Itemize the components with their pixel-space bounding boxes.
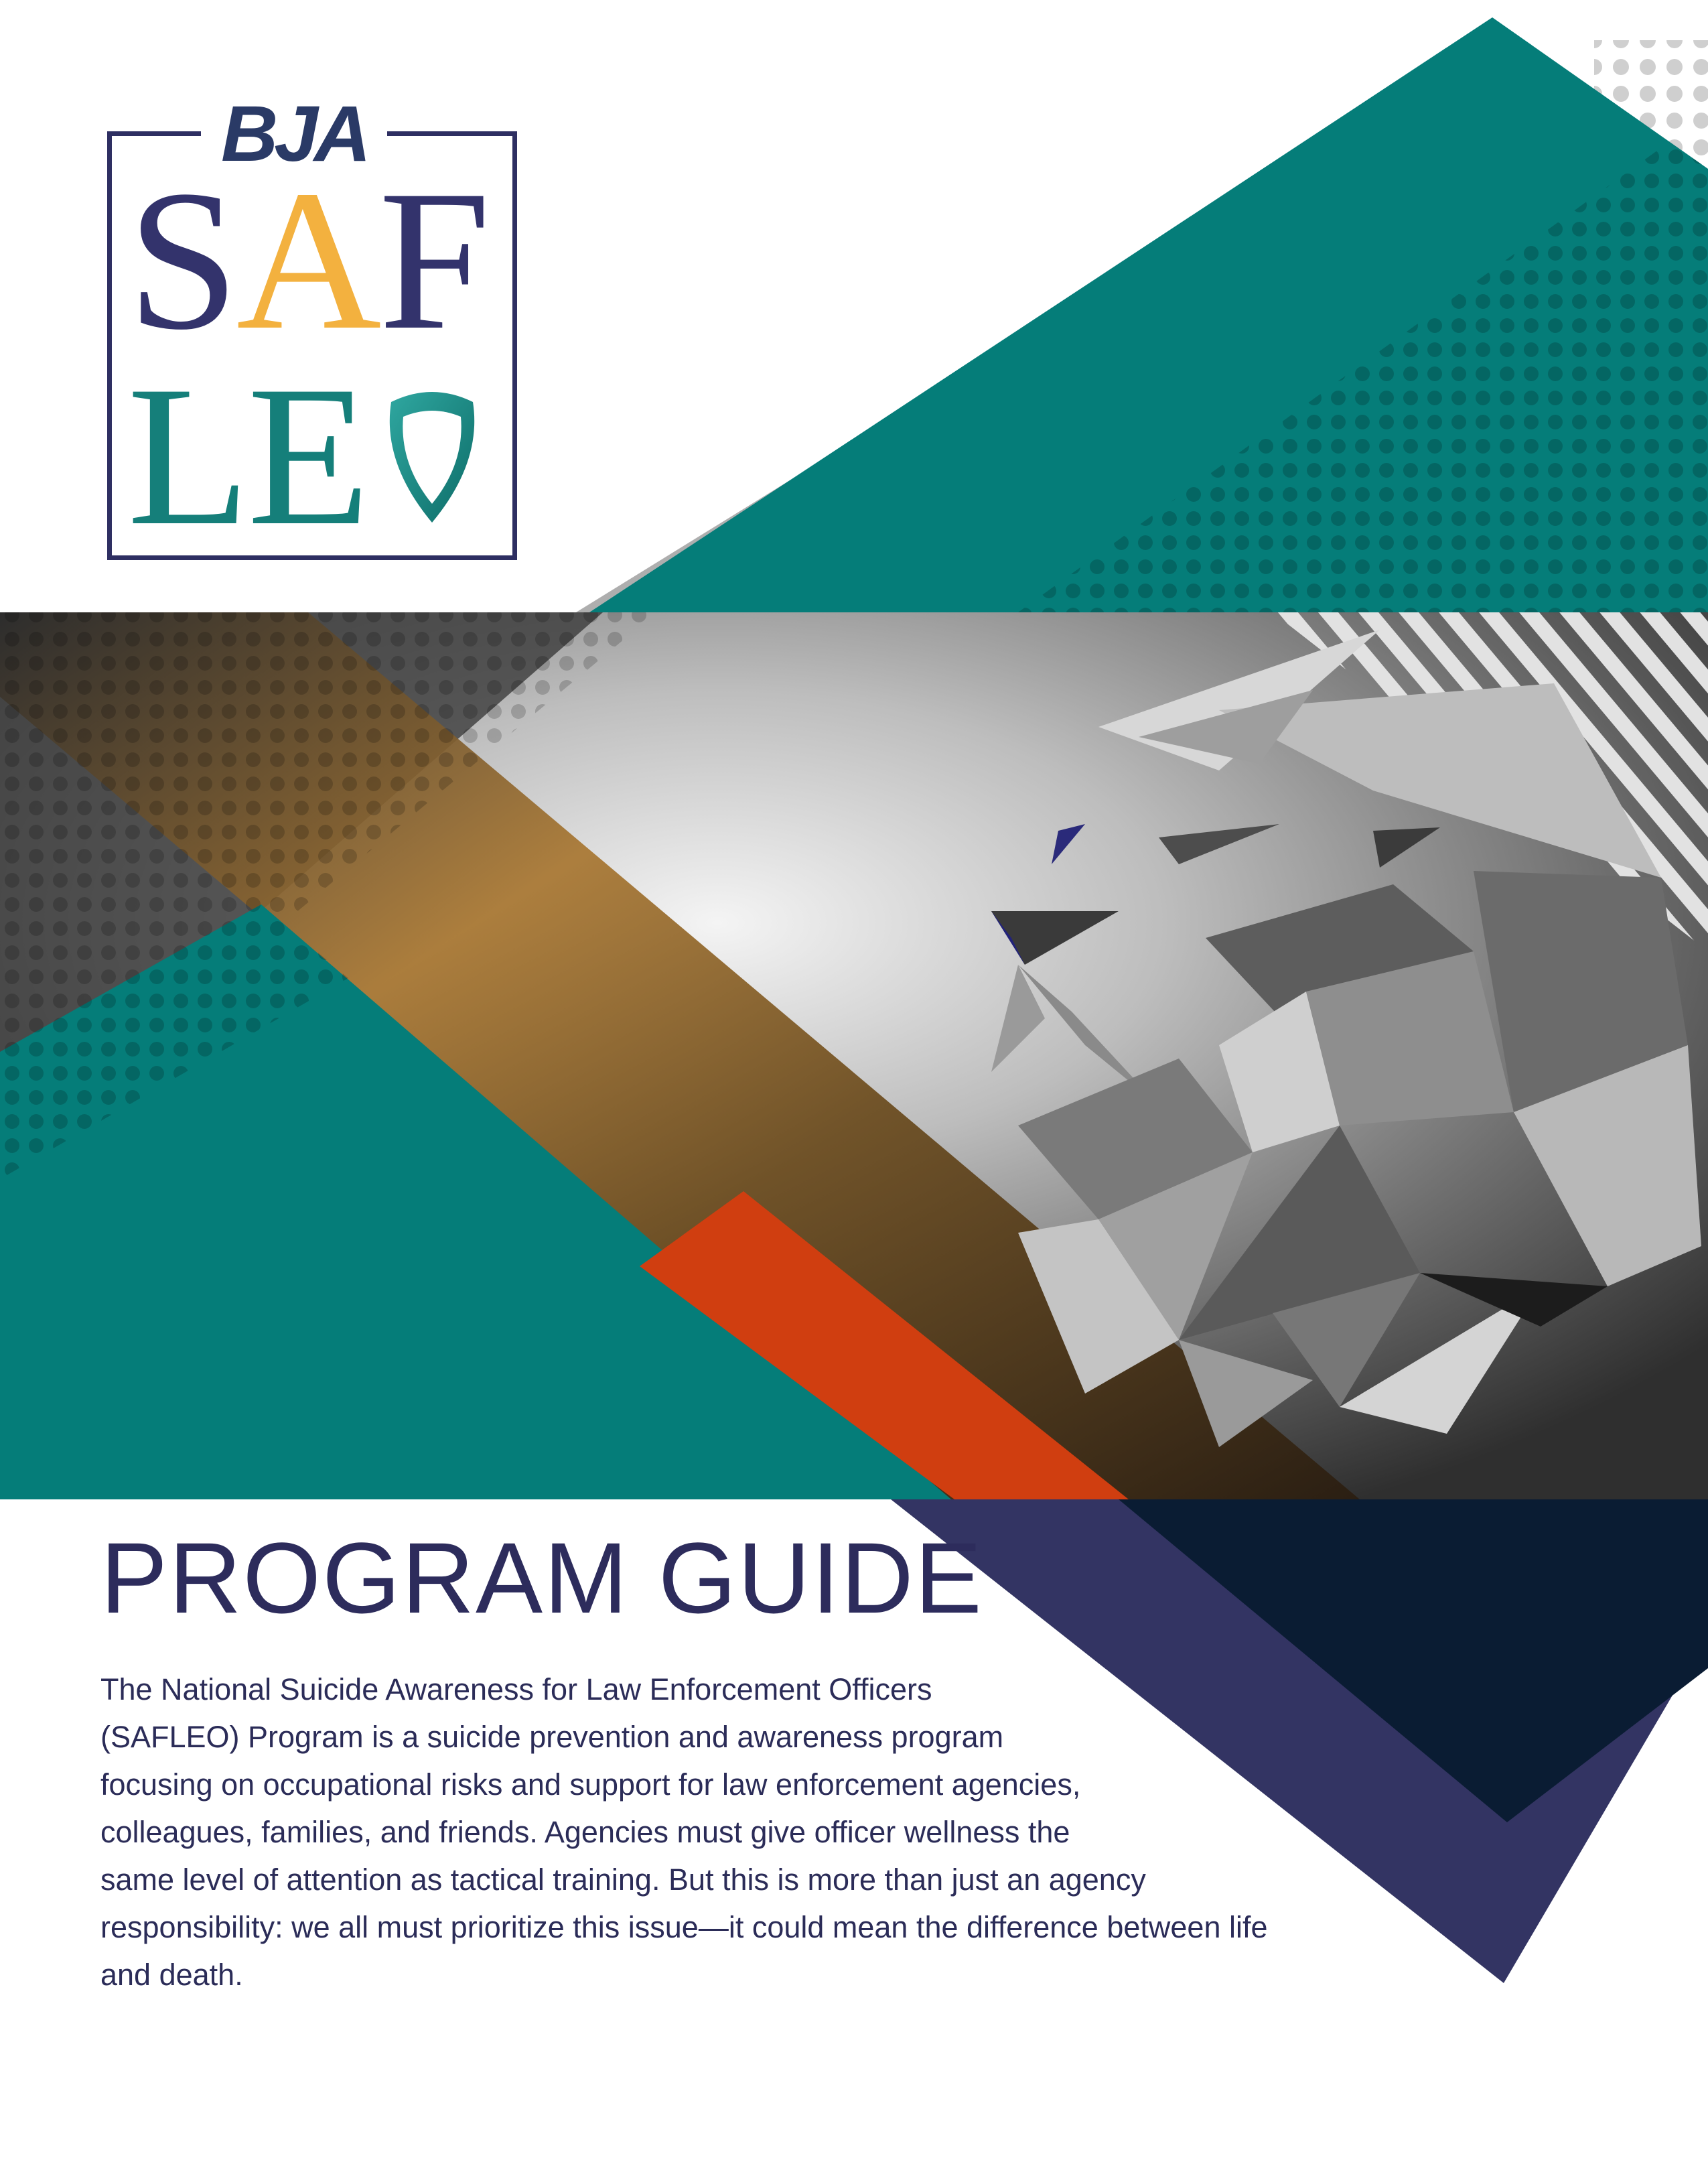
logo-letter-a: A bbox=[236, 149, 379, 371]
intro-line: responsibility: we all must prioritize this issue—it could mean the difference between life bbox=[100, 1910, 1268, 1944]
intro-line: focusing on occupational risks and support for law enforcement agencies, bbox=[100, 1767, 1081, 1802]
shield-icon bbox=[382, 382, 482, 529]
intro-line: and death. bbox=[100, 1958, 243, 1992]
intro-line: colleagues, families, and friends. Agencies must give officer wellness the bbox=[100, 1815, 1070, 1849]
intro-line: The National Suicide Awareness for Law Enforcement Officers bbox=[100, 1672, 932, 1706]
logo-letter-s: S bbox=[127, 149, 236, 371]
intro-line: (SAFLEO) Program is a suicide prevention and awareness program bbox=[100, 1720, 1004, 1754]
logo-wordmark-bottom: LE bbox=[127, 344, 368, 567]
logo-wordmark-top bbox=[127, 149, 488, 371]
document-title: PROGRAM GUIDE bbox=[100, 1521, 983, 1634]
intro-paragraph bbox=[100, 1666, 1306, 1998]
logo-letter-f: F bbox=[378, 149, 488, 371]
intro-line: same level of attention as tactical training. But this is more than just an agency bbox=[100, 1862, 1146, 1897]
logo-agency-name: BJA bbox=[201, 94, 387, 174]
